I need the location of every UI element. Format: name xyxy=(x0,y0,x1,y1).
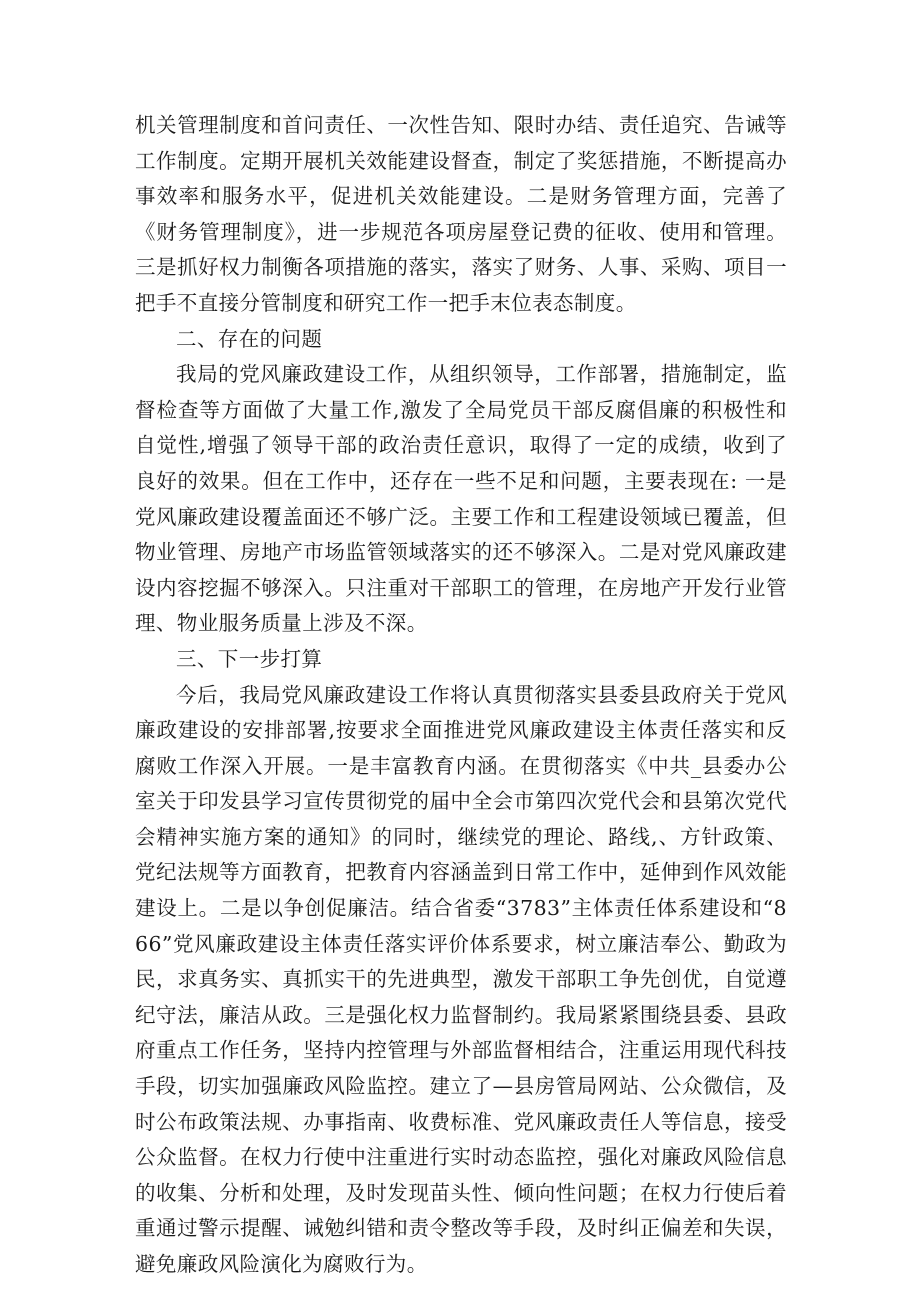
paragraph-management-systems: 机关管理制度和首问责任、一次性告知、限时办结、责任追究、告诫等工作制度。定期开展机关效能建设督查，制定了奖惩措施，不断提高办事效率和服务水平，促进机关效能建设。二是财务管理方面，完善了《财务管理制度》，进一步规范各项房屋登记费的征收、使用和管理。三是抓好权力制衡各项措施的落实，落实了财务、人事、采购、项目一把手不直接分管制度和研究工作一把手末位表态制度。 xyxy=(135,113,787,315)
document-body xyxy=(135,108,787,1283)
section-heading-existing-problems: 二、存在的问题 xyxy=(176,326,323,351)
paragraph-existing-problems: 我局的党风廉政建设工作，从组织领导，工作部署，措施制定，监督检查等方面做了大量工作,激发了全局党员干部反腐倡廉的积极性和自觉性,增强了领导干部的政治责任意识，取得了一定的成绩，收到了良好的效果。但在工作中，还存在一些不足和问题，主要表现在: 一是党风廉政建设覆盖面还不够广泛。主要工作和工程建设领域已覆盖，但物业管理、房地产市场监管领域落实的还不够深入。二是对党风廉政建设内容挖掘不够深入。只注重对干部职工的管理，在房地产开发行业管理、物业服务质量上涉及不深。 xyxy=(135,362,787,636)
section-heading-next-steps: 三、下一步打算 xyxy=(176,646,323,671)
paragraph-next-steps: 今后，我局党风廉政建设工作将认真贯彻落实县委县政府关于党风廉政建设的安排部署,按要求全面推进党风廉政建设主体责任落实和反腐败工作深入开展。一是丰富教育内涵。在贯彻落实《中共_县委办公室关于印发县学习宣传贯彻党的届中全会市第四次党代会和县第次党代会精神实施方案的通知》的同时，继续党的理论、路线,、方针政策、党纪法规等方面教育，把教育内容涵盖到日常工作中，延伸到作风效能建设上。二是以争创促廉洁。结合省委“3783”主体责任体系建设和“866”党风廉政建设主体责任落实评价体系要求，树立廉洁奉公、勤政为民，求真务实、真抓实干的先进典型，激发干部职工争先创优，自觉遵纪守法，廉洁从政。三是强化权力监督制约。我局紧紧围绕县委、县政府重点工作任务，坚持内控管理与外部监督相结合，注重运用现代科技手段，切实加强廉政风险监控。建立了—县房管局网站、公众微信，及时公布政策法规、办事指南、收费标准、党风廉政责任人等信息，接受公众监督。在权力行使中注重进行实时动态监控，强化对廉政风险信息的收集、分析和处理，及时发现苗头性、倾向性问题；在权力行使后着重通过警示提醒、诫勉纠错和责令整改等手段，及时纠正偏差和失误，避免廉政风险演化为腐败行为。 xyxy=(135,682,787,1276)
